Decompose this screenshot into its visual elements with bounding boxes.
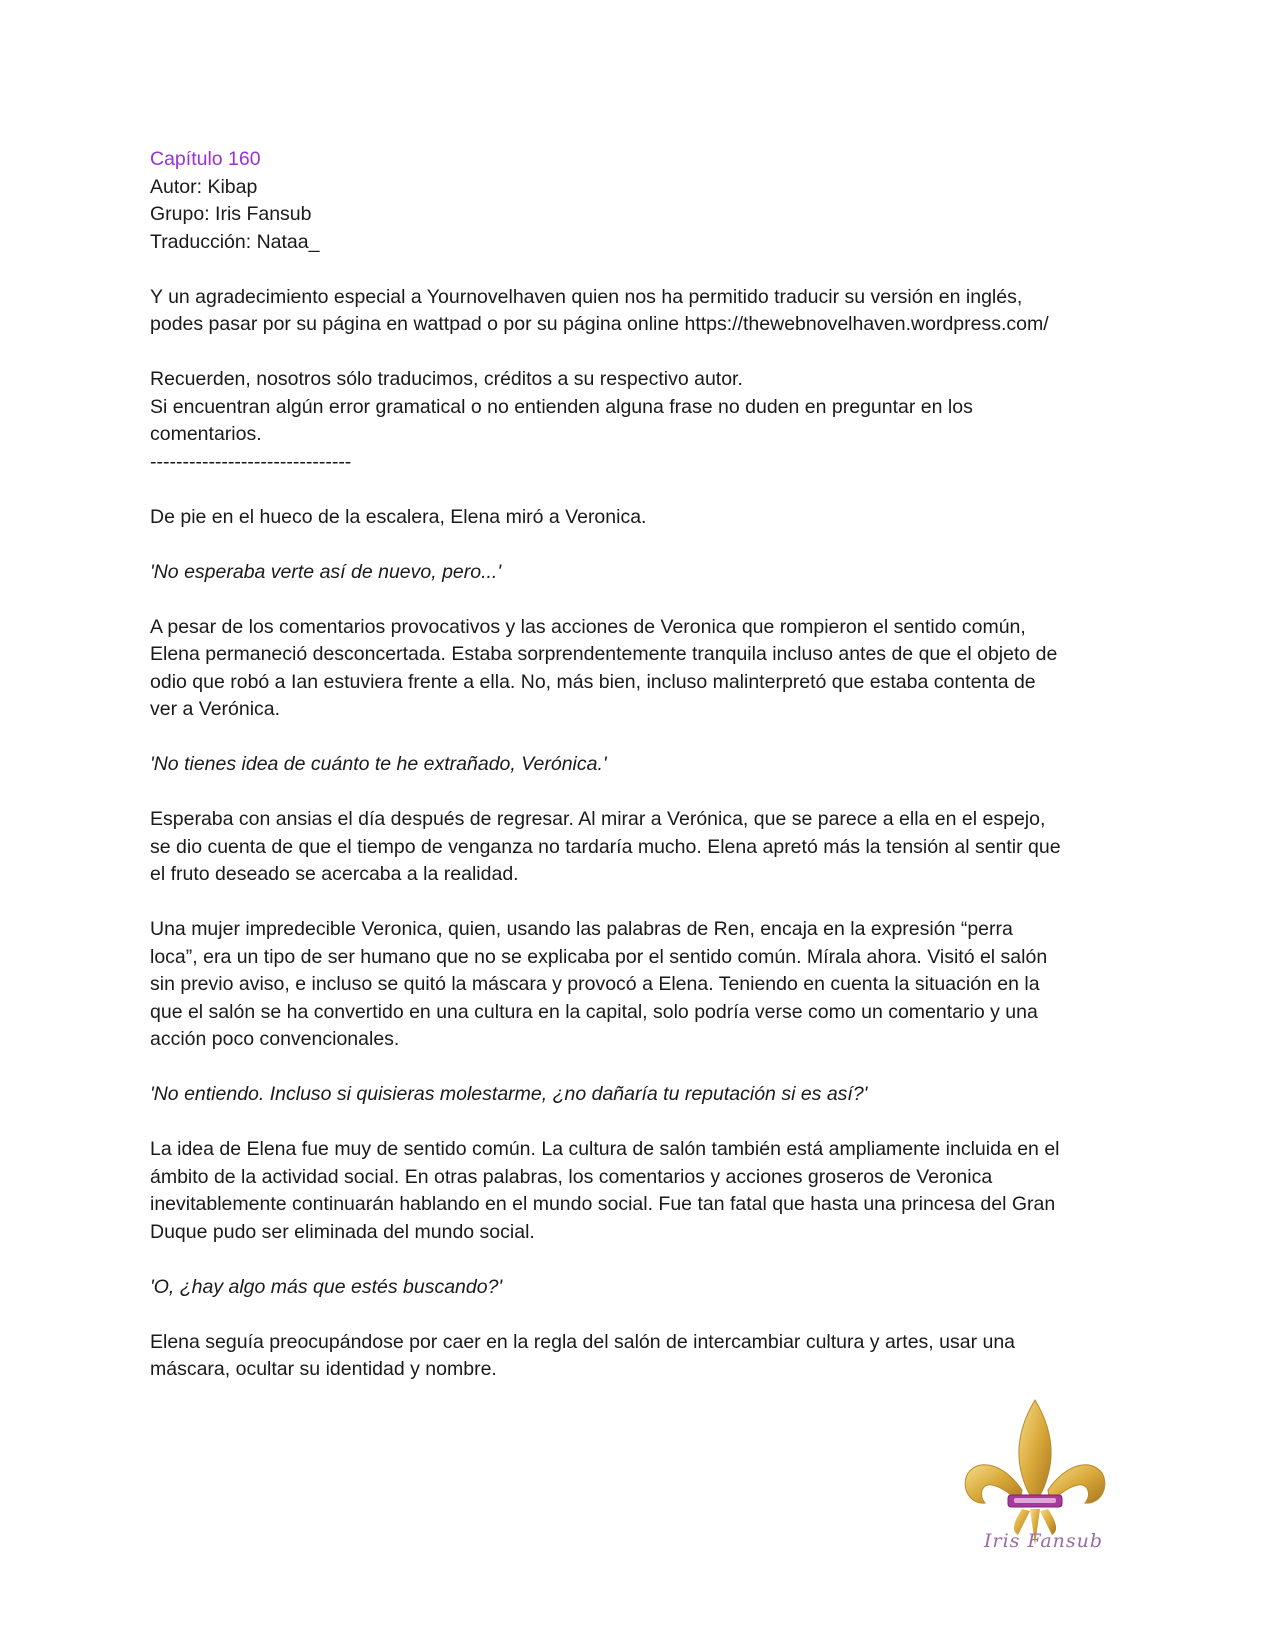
thought-quote-3: 'No entiendo. Incluso si quisieras molestarme, ¿no dañaría tu reputación si es así?' <box>150 1083 868 1105</box>
paragraph-line: inevitablemente continuarán hablando en el mundo social. Fue tan fatal que hasta una princesa del Gran <box>150 1193 1056 1215</box>
thought-quote-4: 'O, ¿hay algo más que estés buscando?' <box>150 1275 503 1298</box>
paragraph-line: odio que robó a Ian estuviera frente a ella. No, más bien, incluso malinterpretó que estaba contenta de <box>150 670 1036 693</box>
credits-note: Recuerden, nosotros sólo traducimos, créditos a su respectivo autor. <box>150 368 743 390</box>
story-paragraph-1: De pie en el hueco de la escalera, Elena miró a Veronica. <box>150 505 647 528</box>
group-line: Grupo: Iris Fansub <box>150 203 312 225</box>
paragraph-line: ámbito de la actividad social. En otras palabras, los comentarios y acciones groseros de Veronica <box>150 1165 993 1188</box>
paragraph-line: acción poco convencionales. <box>150 1028 400 1050</box>
paragraph-line: La idea de Elena fue muy de sentido común. La cultura de salón también está ampliamente incluida en el <box>150 1138 1060 1160</box>
story-paragraph-3 <box>150 806 1135 889</box>
errors-note-1: Si encuentran algún error gramatical o no entienden alguna frase no duden en preguntar en los <box>150 395 973 418</box>
paragraph-line: Duque pudo ser eliminada del mundo social. <box>150 1220 535 1243</box>
paragraph-line: A pesar de los comentarios provocativos y las acciones de Veronica que rompieron el sentido común, <box>150 615 1026 638</box>
thanks-line-1: Y un agradecimiento especial a Yournovelhaven quien nos ha permitido traducir su versión en inglés, <box>150 285 1023 308</box>
document-page <box>150 146 1135 1384</box>
divider: ------------------------------- <box>150 450 352 473</box>
paragraph-line: Esperaba con ansias el día después de regresar. Al mirar a Verónica, que se parece a ella en el espejo, <box>150 808 1046 830</box>
story-paragraph-6 <box>150 1329 1135 1384</box>
paragraph-line: Elena permaneció desconcertada. Estaba sorprendentemente tranquila incluso antes de que el objeto de <box>150 643 1058 665</box>
translation-line: Traducción: Nataa_ <box>150 230 320 253</box>
story-paragraph-5 <box>150 1136 1135 1246</box>
paragraph-line: máscara, ocultar su identidad y nombre. <box>150 1358 497 1380</box>
paragraph-line: loca”, era un tipo de ser humano que no se explicaba por el sentido común. Mírala ahora. Visitó el salón <box>150 945 1048 968</box>
paragraph-line: Una mujer impredecible Veronica, quien, usando las palabras de Ren, encaja en la expresión “perra <box>150 918 1013 940</box>
paragraph-line: sin previo aviso, e incluso se quitó la máscara y provocó a Elena. Teniendo en cuenta la situación en la <box>150 973 1040 995</box>
story-paragraph-2 <box>150 614 1135 724</box>
paragraph-line: se dio cuenta de que el tiempo de venganza no tardaría mucho. Elena apretó más la tensión al sentir que <box>150 835 1061 858</box>
paragraph-line: ver a Verónica. <box>150 698 281 720</box>
author-line: Autor: Kibap <box>150 175 258 198</box>
paragraph-line: que el salón se ha convertido en una cultura en la capital, solo podría verse como un comentario y una <box>150 1000 1038 1023</box>
paragraph-line: el fruto deseado se acercaba a la realidad. <box>150 863 519 885</box>
thanks-line-2: podes pasar por su página en wattpad o por su página online https://thewebnovelhaven.wordpress.com/ <box>150 313 1049 335</box>
thought-quote-2: 'No tienes idea de cuánto te he extrañado, Verónica.' <box>150 753 607 775</box>
logo-text: Iris Fansub <box>984 1530 1104 1552</box>
chapter-title: Capítulo 160 <box>150 148 261 170</box>
thought-quote-1: 'No esperaba verte así de nuevo, pero...' <box>150 560 502 583</box>
story-paragraph-4 <box>150 916 1135 1054</box>
paragraph-line: Elena seguía preocupándose por caer en la regla del salón de intercambiar cultura y artes, usar una <box>150 1330 1016 1353</box>
errors-note-2: comentarios. <box>150 423 262 445</box>
